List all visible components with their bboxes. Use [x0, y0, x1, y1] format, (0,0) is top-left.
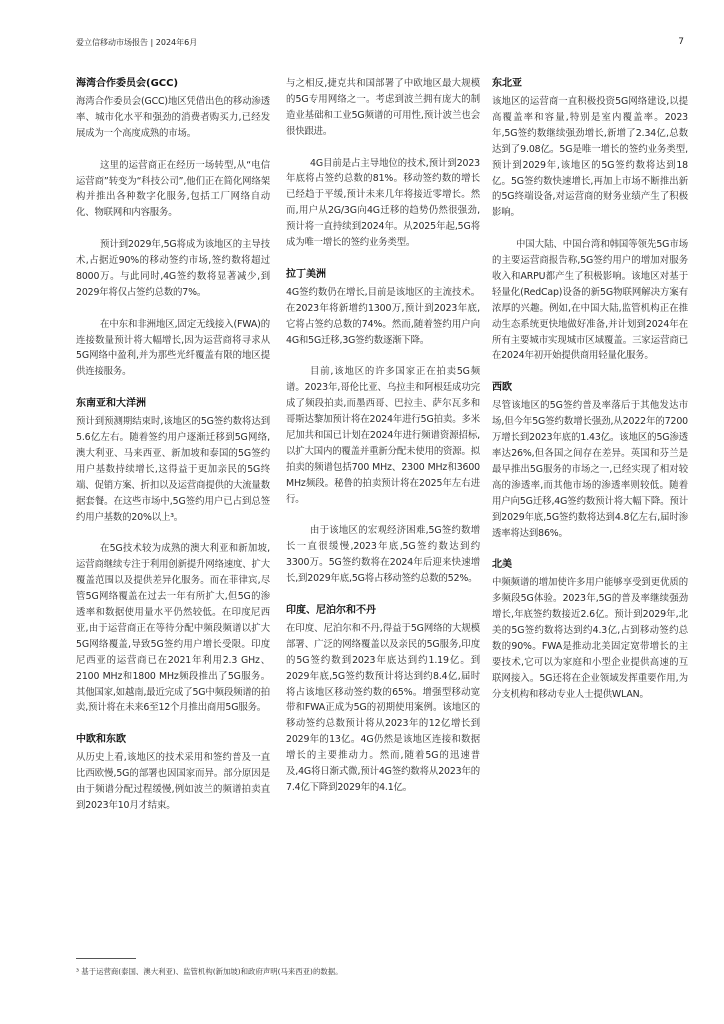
body-paragraph: 从历史上看,该地区的技术采用和签约普及一直比西欧慢,5G的部署也因国家而异。部分原因是由于频谱分配过程缓慢,例如波兰的频谱拍卖直到2023年10月才结束。	[76, 752, 270, 811]
body-paragraph: 由于该地区的宏观经济困难,5G签约数增长一直很缓慢,2023年底,5G签约数达到约3300万。5G签约数将在2024年后迎来快速增长,到2029年底,5G将占移动签约总数的52%。	[286, 525, 480, 585]
section-heading: 西欧	[492, 382, 512, 394]
page-header	[76, 34, 684, 50]
column-middle	[286, 76, 480, 812]
body-paragraph: 中国大陆、中国台湾和韩国等领先5G市场的主要运营商报告称,5G签约用户的增加对服务收入和ARPU都产生了积极影响。该地区对基于轻量化(RedCap)设备的新5G物联网解决方案有浓厚的兴趣。例如,在中国大陆,监管机构正在推动生态系统更快地做好准备,并计划到2024年在所有主要城市实现城市区域覆盖。三家运营商已在2024年初开始提供商用轻量化服务。	[492, 239, 688, 362]
body-paragraph: 与之相反,捷克共和国部署了中欧地区最大规模的5G专用网络之一。考虑到波兰拥有庞大的制造业基础和工业5G频谱的可用性,预计波兰也会很快跟进。	[286, 78, 480, 137]
column-right	[492, 76, 688, 718]
body-paragraph: 中频频谱的增加使许多用户能够享受到更优质的多频段5G体验。2023年,5G的普及率继续强劲增长,年底签约数接近2.6亿。预计到2029年,北美的5G签约数将达到约4.3亿,占到移动签约总数的90%。FWA是推动北美固定宽带增长的主要技术,它可以为家庭和小型企业提供高速的互联网接入。5G还将在企业领域发挥重要作用,为分支机构和移动专业人士提供WLAN。	[492, 577, 688, 700]
column-left	[76, 76, 270, 830]
body-paragraph: 4G签约数仍在增长,目前是该地区的主流技术。在2023年将新增约1300万,预计到2023年底,它将占签约总数的74%。然而,随着签约用户向4G和5G迁移,3G签约数逐渐下降。	[286, 286, 480, 346]
body-paragraph: 在5G技术较为成熟的澳大利亚和新加坡,运营商继续专注于利用创新提升网络速度、扩大覆盖范围以及提供差异化服务。而在菲律宾,尽管5G网络覆盖在过去一年有所扩大,但5G的渗透率和数据使用量水平仍然较低。在印度尼西亚,由于运营商正在等待分配中频段频谱以扩大5G网络覆盖,导致5G签约用户增长受限。印度尼西亚的运营商已在2021年利用2.3 GHz、2100 MHz和1800 MHz频段推出了5G服务。其他国家,如越南,最近完成了5G中频段频谱的拍卖,预计将在未来6至12个月推出商用5G服务。	[76, 543, 270, 714]
page-number: 7	[678, 37, 684, 47]
body-paragraph: 该地区的运营商一直积极投资5G网络建设,以提高覆盖率和容量,特别是室内覆盖率。2023年,5G签约数继续强劲增长,新增了2.34亿,总数达到了9.08亿。5G是唯一增长的签约业务类型,预计到2029年,该地区的5G签约数将达到18亿。5G签约数快速增长,再加上市场不断推出新的5G终端设备,对运营商的财务业绩产生了积极影响。	[492, 96, 688, 219]
section-heading: 印度、尼泊尔和不丹	[286, 604, 376, 616]
section-heading: 北美	[492, 559, 512, 571]
section-heading: 东南亚和大洋洲	[76, 398, 146, 410]
section-heading: 中欧和东欧	[76, 734, 126, 746]
footnote-divider	[76, 958, 136, 959]
body-paragraph: 尽管该地区的5G签约普及率落后于其他发达市场,但今年5G签约数增长强劲,从2022年的7200万增长到2023年底的1.43亿。该地区的5G渗透率达26%,但各国之间存在差异。英国和芬兰是最早推出5G服务的市场之一,已经实现了相对较高的渗透率,而其他市场的渗透率则较低。随着用户向5G迁移,4G签约数预计将大幅下降。预计到2029年底,5G签约数将达到4.8亿左右,届时渗透率将达到86%。	[492, 400, 688, 539]
body-paragraph: 4G目前是占主导地位的技术,预计到2023年底将占签约总数的81%。移动签约数的增长已经趋于平缓,预计未来几年将接近零增长。然而,用户从2G/3G向4G迁移的趋势仍然很强劲,预计将一直持续到2024年。从2025年起,5G将成为唯一增长的签约业务类型。	[286, 157, 480, 249]
body-paragraph: 海湾合作委员会(GCC)地区凭借出色的移动渗透率、城市化水平和强劲的消费者购买力,已经发展成为一个高度成熟的市场。	[76, 96, 270, 139]
section-heading: 拉丁美洲	[286, 268, 326, 280]
body-paragraph: 在中东和非洲地区,固定无线接入(FWA)的连接数量预计将大幅增长,因为运营商将寻求从5G网络中盈利,并为那些光纤覆盖有限的地区提供连接服务。	[76, 318, 270, 378]
section-heading: 东北亚	[492, 78, 522, 89]
report-title: 爱立信移动市场报告 | 2024年6月	[76, 37, 198, 47]
section-heading: 海湾合作委员会(GCC)	[76, 78, 179, 89]
body-paragraph: 这里的运营商正在经历一场转型,从“电信运营商”转变为“科技公司”,他们正在简化网络架构并推出各种数字化服务,包括工厂网络自动化、物联网和内容服务。	[76, 159, 270, 219]
footnote: ³ 基于运营商(泰国、澳大利亚)、监管机构(新加坡)和政府声明(马来西亚)的数据。	[76, 967, 343, 976]
body-paragraph: 在印度、尼泊尔和不丹,得益于5G网络的大规模部署、广泛的网络覆盖以及亲民的5G服务,印度的5G签约数到2023年底达到约1.19亿。到2029年底,5G签约数预计将达到约8.4亿,届时将占该地区移动签约数的65%。增强型移动宽带和FWA正成为5G的初期使用案例。该地区的移动签约总数预计将从2023年的12亿增长到2029年的13亿。4G仍然是该地区连接和数据增长的主要推动力。然而,随着5G的迅速普及,4G将日渐式微,预计4G签约数将从2023年的7.4亿下降到2029年的4.1亿。	[286, 622, 480, 793]
body-paragraph: 预计到预测期结束时,该地区的5G签约数将达到5.6亿左右。随着签约用户逐渐迁移到5G网络,澳大利亚、马来西亚、新加坡和泰国的5G签约用户基数持续增长,这得益于更加亲民的5G终端、促销方案、折扣以及运营商提供的大流量数据套餐。在这些市场中,5G签约用户已占到总签约用户基数的20%以上³。	[76, 416, 270, 523]
body-paragraph: 预计到2029年,5G将成为该地区的主导技术,占据近90%的移动签约市场,签约数将超过8000万。与此同时,4G签约数将显著减少,到2029年将仅占签约总数的7%。	[76, 239, 270, 298]
body-paragraph: 目前,该地区的许多国家正在拍卖5G频谱。2023年,哥伦比亚、乌拉圭和阿根廷成功完成了频段拍卖,而墨西哥、巴拉圭、萨尔瓦多和哥斯达黎加预计将在2024年进行5G拍卖。多米尼加共和国已计划在2024年进行频谱资源招标,以扩大国内的覆盖并重新分配未使用的资源。拟拍卖的频谱包括700 MHz、2300 MHz和3600 MHz频段。秘鲁的拍卖预计将在2025年左右进行。	[286, 366, 480, 505]
